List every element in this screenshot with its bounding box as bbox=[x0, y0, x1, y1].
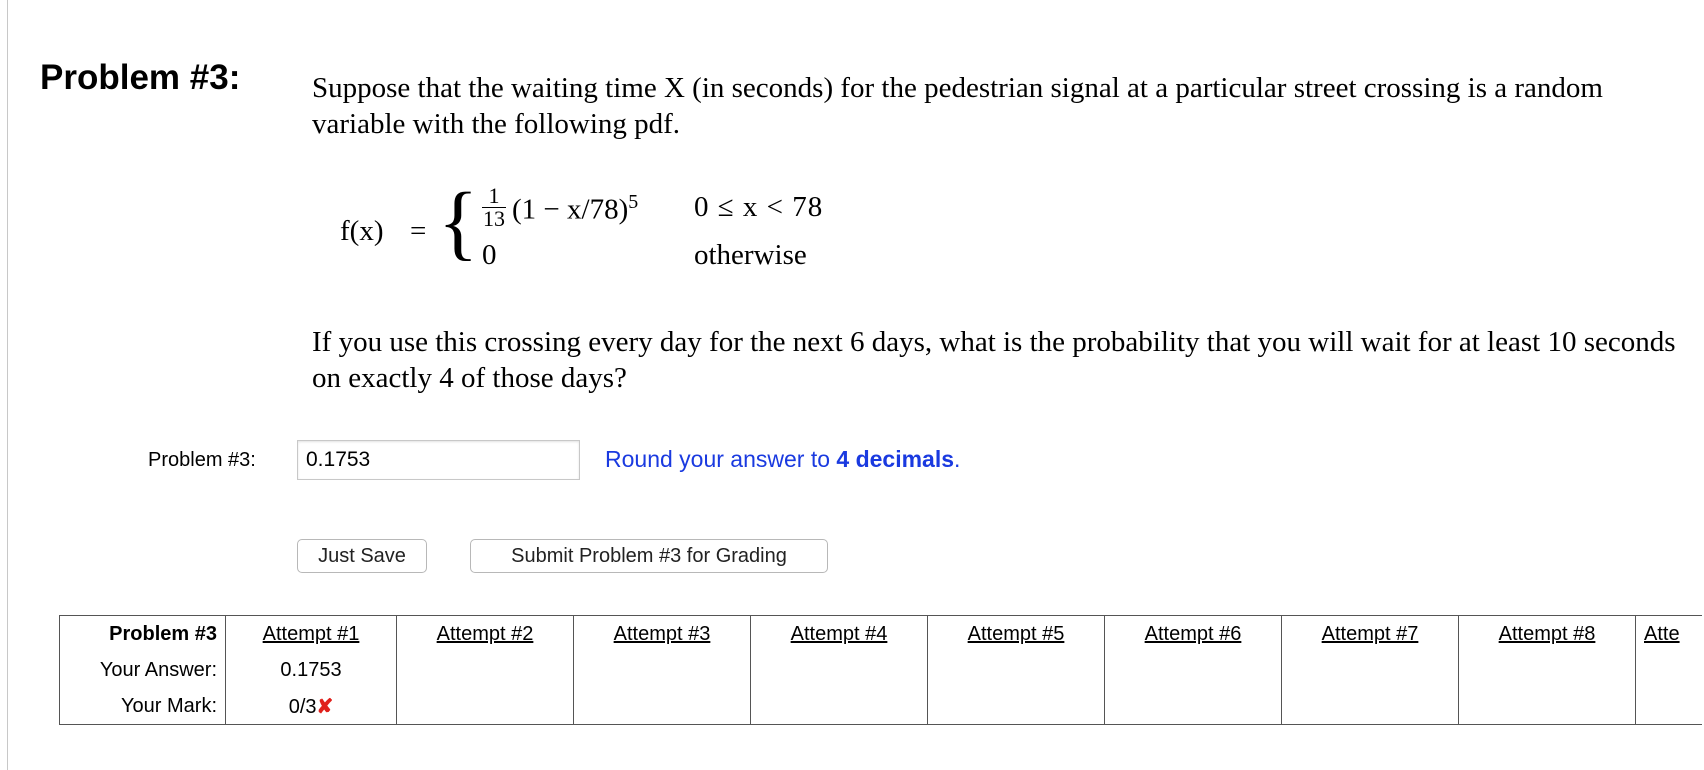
answer-input[interactable] bbox=[297, 440, 580, 480]
attempt-8-answer bbox=[1459, 652, 1636, 688]
just-save-button[interactable]: Just Save bbox=[297, 539, 427, 573]
attempt-7-link-cell bbox=[1282, 616, 1459, 653]
attempt-4-link[interactable]: Attempt #4 bbox=[790, 622, 888, 645]
hint-suffix: . bbox=[954, 446, 961, 472]
fraction-denominator: 13 bbox=[483, 206, 505, 231]
attempt-4-link-cell bbox=[751, 616, 928, 653]
attempt-3-mark bbox=[574, 688, 751, 725]
attempts-header-row bbox=[60, 616, 1703, 653]
problem-question: If you use this crossing every day for the next 6 days, what is the probability that you will wait for at least 10 seconds on exactly 4 of those days? bbox=[312, 326, 1676, 394]
attempt-8-link-cell bbox=[1459, 616, 1636, 653]
case1-condition: 0 ≤ x < 78 bbox=[694, 191, 824, 223]
attempts-table bbox=[59, 615, 1702, 725]
case1-base: (1 − x/78) bbox=[512, 193, 629, 226]
attempt-1-mark bbox=[226, 688, 397, 725]
answer-label: Problem #3: bbox=[148, 449, 256, 471]
hint-prefix: Round your answer to bbox=[605, 446, 837, 472]
attempt-1-answer: 0.1753 bbox=[226, 652, 397, 688]
attempt-8-mark bbox=[1459, 688, 1636, 725]
hint-bold: 4 decimals bbox=[836, 446, 955, 472]
case2-condition: otherwise bbox=[694, 239, 807, 271]
attempt-4-answer bbox=[751, 652, 928, 688]
attempts-header-label: Problem #3 bbox=[60, 616, 226, 653]
cross-icon: ✘ bbox=[316, 695, 334, 718]
attempt-5-answer bbox=[928, 652, 1105, 688]
attempt-2-link-cell bbox=[397, 616, 574, 653]
left-brace-icon: { bbox=[438, 176, 479, 269]
attempt-9-link[interactable]: Atte bbox=[1644, 622, 1680, 645]
attempt-3-link-cell bbox=[574, 616, 751, 653]
left-border bbox=[7, 0, 8, 770]
attempt-6-mark bbox=[1105, 688, 1282, 725]
attempt-7-link[interactable]: Attempt #7 bbox=[1321, 622, 1419, 645]
attempt-3-answer bbox=[574, 652, 751, 688]
your-answer-label: Your Answer: bbox=[60, 652, 226, 688]
rounding-hint bbox=[605, 446, 960, 473]
attempt-5-mark bbox=[928, 688, 1105, 725]
attempt-9-answer bbox=[1636, 652, 1703, 688]
pdf-formula bbox=[340, 176, 900, 275]
problem-statement: Suppose that the waiting time X (in seconds) for the pedestrian signal at a particular street crossing is a random variable with the following pdf. bbox=[312, 72, 1603, 140]
formula-equals: = bbox=[410, 215, 427, 247]
attempt-8-link[interactable]: Attempt #8 bbox=[1498, 622, 1596, 645]
attempt-1-mark-value: 0/3 bbox=[288, 695, 317, 718]
formula-fraction bbox=[482, 185, 506, 230]
attempt-1-link-cell bbox=[226, 616, 397, 653]
attempt-5-link[interactable]: Attempt #5 bbox=[967, 622, 1065, 645]
your-mark-label: Your Mark: bbox=[60, 688, 226, 725]
attempt-6-answer bbox=[1105, 652, 1282, 688]
attempt-2-mark bbox=[397, 688, 574, 725]
case2-value: 0 bbox=[482, 239, 497, 271]
case1-expression bbox=[512, 191, 638, 227]
attempt-6-link[interactable]: Attempt #6 bbox=[1144, 622, 1242, 645]
submit-for-grading-button[interactable]: Submit Problem #3 for Grading bbox=[470, 539, 828, 573]
problem-heading: Problem #3: bbox=[40, 58, 241, 97]
attempt-3-link[interactable]: Attempt #3 bbox=[613, 622, 711, 645]
attempt-6-link-cell bbox=[1105, 616, 1282, 653]
answers-row bbox=[60, 652, 1703, 688]
formula-lhs: f(x) bbox=[340, 215, 384, 247]
attempt-9-mark bbox=[1636, 688, 1703, 725]
attempt-2-answer bbox=[397, 652, 574, 688]
case1-exponent: 5 bbox=[628, 191, 639, 213]
attempt-1-link[interactable]: Attempt #1 bbox=[262, 622, 360, 645]
attempt-7-answer bbox=[1282, 652, 1459, 688]
attempt-4-mark bbox=[751, 688, 928, 725]
attempt-7-mark bbox=[1282, 688, 1459, 725]
attempt-5-link-cell bbox=[928, 616, 1105, 653]
fraction-numerator: 1 bbox=[482, 185, 506, 208]
attempt-2-link[interactable]: Attempt #2 bbox=[436, 622, 534, 645]
attempt-9-link-cell bbox=[1636, 616, 1703, 653]
marks-row bbox=[60, 688, 1703, 725]
